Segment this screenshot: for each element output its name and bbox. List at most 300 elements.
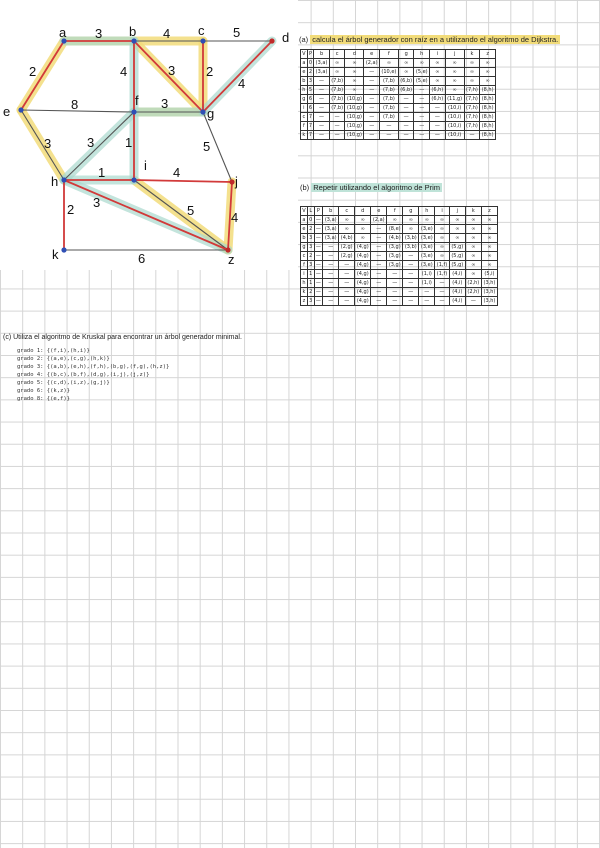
table-cell: — [329, 122, 345, 131]
table-cell: — [314, 113, 330, 122]
table-cell: — [387, 279, 403, 288]
table-cell: (7,b) [379, 104, 398, 113]
table-cell: (10,i) [445, 122, 464, 131]
table-cell: — [419, 297, 435, 306]
table-cell: (8,h) [481, 123, 494, 129]
table-cell: (3,e) [419, 261, 435, 270]
table-cell: (1,f) [435, 270, 450, 279]
table-cell: ∞ [481, 252, 497, 261]
table-cell: — [379, 122, 398, 131]
table-cell: (2,a) [365, 60, 378, 66]
vertex-d [269, 38, 274, 43]
table-cell: (6,h) [431, 96, 444, 102]
table-cell: — [403, 252, 419, 261]
table-row [301, 131, 496, 140]
table-cell: (1,i) [419, 270, 435, 279]
table-cell: — [315, 217, 321, 223]
table-cell: — [403, 297, 419, 306]
table-cell: 7 [308, 114, 313, 120]
table-cell: (3,b) [403, 243, 419, 252]
table-cell: (3,e) [419, 243, 435, 252]
table-cell: (4,b) [339, 234, 355, 243]
table-cell: 6 [308, 105, 313, 111]
table-cell: z [480, 50, 496, 59]
table-row [301, 95, 496, 104]
vertex-b [131, 38, 136, 43]
table-cell: — [323, 297, 339, 306]
vertex-label-k: k [52, 247, 59, 262]
table-cell: ∞ [329, 59, 345, 68]
table-cell: g [403, 207, 419, 216]
table-cell: — [364, 68, 380, 77]
table-cell: ∞ [464, 77, 480, 86]
kruskal-line: grado 4: {(b,c),(b,f),(d,g),(i,j),(j,z)} [17, 372, 150, 378]
table-cell: — [315, 280, 321, 286]
table-cell: ∞ [465, 243, 481, 252]
table-cell: e [302, 226, 306, 232]
table-cell: e [302, 69, 306, 75]
table-cell: (5,g) [449, 261, 465, 270]
part-a-label: (a) [299, 35, 309, 44]
tree-edge-ae [21, 41, 64, 110]
table-cell: 3 [309, 262, 313, 268]
table-cell: i [435, 207, 450, 216]
vertex-j [229, 179, 234, 184]
table-cell: — [314, 95, 330, 104]
table-cell: f [301, 261, 308, 270]
table-cell: (3,b) [403, 234, 419, 243]
table-cell: 7 [308, 132, 313, 138]
vertex-label-b: b [129, 24, 137, 39]
table-cell: (6,h) [431, 87, 444, 93]
table-cell: ∞ [403, 225, 419, 234]
table-cell: ∞ [465, 261, 481, 270]
table-cell: (3,e) [419, 225, 435, 234]
table-cell: — [315, 235, 321, 241]
weight-ef: 8 [71, 97, 79, 112]
table-cell: ∞ [481, 216, 497, 225]
table-cell: (7,b) [331, 78, 344, 84]
table-cell: — [314, 131, 330, 140]
table-cell: (4,b) [387, 234, 403, 243]
table-cell: (8,e) [387, 225, 403, 234]
vertex-i [131, 177, 136, 182]
table-cell: 0 [309, 217, 313, 223]
table-cell: — [414, 113, 430, 122]
table-cell: (7,b) [331, 105, 344, 111]
table-cell: — [435, 297, 450, 306]
table-cell: (7,b) [331, 96, 344, 102]
vertex-label-i: i [144, 158, 147, 173]
table-cell: (4,g) [355, 252, 371, 261]
table-cell: (7,b) [379, 77, 398, 86]
table-cell: (7,h) [466, 114, 478, 120]
table-cell: b [314, 50, 330, 59]
table-cell: ∞ [403, 216, 419, 225]
table-cell: — [398, 95, 414, 104]
part-c-heading [3, 334, 242, 341]
table-cell: — [371, 225, 387, 234]
table-cell: j [449, 207, 465, 216]
table-cell: ∞ [398, 68, 414, 77]
table-cell: — [339, 261, 355, 270]
table-cell: (2,a) [371, 216, 387, 225]
table-cell: ∞ [449, 225, 465, 234]
table-cell: — [329, 131, 345, 140]
weight-ij: 4 [173, 165, 181, 180]
table-cell: ∞ [445, 77, 464, 86]
table-cell: — [414, 104, 430, 113]
table-cell: ∞ [430, 68, 446, 77]
vertex-label-f: f [135, 93, 139, 108]
table-cell: ∞ [345, 68, 364, 77]
table-cell: — [315, 271, 321, 277]
table-cell: — [364, 104, 380, 113]
weight-fh: 3 [87, 135, 95, 150]
kruskal-line: grado 5: {(c,d),(i,z),(g,j)} [17, 380, 110, 386]
table-cell: i [430, 50, 446, 59]
table-cell: ∞ [481, 261, 497, 270]
table-cell: — [314, 86, 330, 95]
vertex-label-g: g [207, 106, 215, 121]
table-cell: ∞ [355, 234, 371, 243]
table-cell: a [302, 60, 306, 66]
table-cell: (2,g) [339, 252, 355, 261]
table-cell: — [315, 262, 321, 268]
table-cell: 2 [308, 69, 313, 75]
table-cell: (7,b) [331, 87, 344, 93]
table-cell: (4,g) [355, 288, 371, 297]
table-cell: — [419, 288, 435, 297]
table-row [301, 261, 498, 270]
table-cell: (5,e) [415, 78, 428, 84]
table-cell: 6 [308, 96, 313, 102]
table-cell: ∞ [480, 77, 496, 86]
vertex-k [61, 247, 66, 252]
table-cell: (10,g) [346, 114, 362, 120]
table-cell: (5,i) [481, 270, 497, 279]
table-cell: (3,a) [323, 216, 339, 225]
table-cell: k [302, 132, 306, 138]
table-cell: 2 [309, 226, 313, 232]
table-cell: — [398, 122, 414, 131]
table-cell: (7,h) [466, 87, 478, 93]
table-cell: ∞ [345, 86, 364, 95]
table-cell: 3 [309, 244, 313, 250]
vertex-label-h: h [51, 174, 59, 189]
kruskal-line: grado 1: {(f,i),(h,i)} [17, 348, 90, 354]
weight-iz: 5 [187, 203, 195, 218]
table-cell: — [371, 243, 387, 252]
table-cell: — [435, 288, 450, 297]
table-cell: 3 [309, 235, 313, 241]
vertex-h [61, 177, 66, 182]
table-cell: — [315, 289, 321, 295]
kruskal-line: grado 2: {(a,e),(c,g),(h,k)} [17, 356, 110, 362]
table-cell: — [464, 131, 480, 140]
table-cell: — [314, 77, 330, 86]
table-cell: ∞ [430, 59, 446, 68]
table-cell: (10,g) [346, 96, 362, 102]
table-cell: — [398, 104, 414, 113]
table-cell: (11,g) [447, 96, 463, 102]
table-row [301, 279, 498, 288]
table-cell: — [364, 122, 380, 131]
table-cell: (3,g) [387, 252, 403, 261]
vertex-label-e: e [3, 104, 11, 119]
table-cell: ∞ [435, 225, 450, 234]
table-cell: — [403, 288, 419, 297]
weight-hk: 2 [67, 202, 75, 217]
table-cell: ∞ [465, 225, 481, 234]
table-cell: — [403, 270, 419, 279]
table-cell: ∞ [449, 216, 465, 225]
table-cell: (3,h) [481, 297, 497, 306]
table-cell: — [387, 288, 403, 297]
table-cell: (10,g) [346, 105, 362, 111]
table-cell: ∞ [449, 234, 465, 243]
table-cell: — [379, 131, 398, 140]
table-cell: z [481, 207, 497, 216]
table-cell: i [301, 104, 308, 113]
table-cell: (10,i) [445, 113, 464, 122]
table-row [301, 77, 496, 86]
table-cell: — [414, 131, 430, 140]
table-cell: (4,g) [355, 261, 371, 270]
table-cell: (5,e) [415, 69, 428, 75]
table-cell: — [315, 244, 321, 250]
table-cell: ∞ [355, 216, 371, 225]
table-cell: (3,e) [419, 234, 435, 243]
table-cell: (3,g) [387, 243, 403, 252]
table-cell: (3,a) [323, 234, 339, 243]
table-cell: k [465, 207, 481, 216]
table-cell: (4,g) [355, 243, 371, 252]
weight-bg: 3 [168, 63, 176, 78]
table-cell: (3,h) [481, 288, 497, 297]
table-row [301, 252, 498, 261]
table-cell: (8,h) [481, 87, 494, 93]
table-cell: (4,i) [449, 297, 465, 306]
table-cell: h [414, 50, 430, 59]
table-cell: — [465, 297, 481, 306]
table-cell: — [403, 261, 419, 270]
table-cell: 2 [309, 289, 313, 295]
vertex-label-z: z [228, 252, 235, 267]
part-c-label: (c) [3, 334, 12, 341]
table-cell: c [339, 207, 355, 216]
table-cell: (7,b) [379, 86, 398, 95]
table-cell: (4,g) [355, 279, 371, 288]
table-cell: ∞ [345, 77, 364, 86]
table-cell: g [398, 50, 414, 59]
table-cell: — [414, 86, 430, 95]
table-cell: — [430, 122, 446, 131]
table-cell: — [430, 104, 446, 113]
table-cell: c [329, 50, 345, 59]
vertex-label-j: j [235, 174, 238, 189]
table-row [301, 113, 496, 122]
part-b-text: Repetir utilizando el algoritmo de Prim [313, 183, 440, 192]
graph-panel [0, 0, 298, 270]
table-cell: — [398, 131, 414, 140]
table-cell: ∞ [481, 225, 497, 234]
table-cell: c [301, 252, 308, 261]
table-cell: (3,a) [315, 69, 328, 75]
table-row [301, 243, 498, 252]
table-cell: h [419, 207, 435, 216]
table-cell: — [364, 77, 380, 86]
table-cell: (10,e) [381, 69, 397, 75]
table-cell: f [379, 50, 398, 59]
table-cell: — [387, 270, 403, 279]
table-cell: g [302, 96, 306, 102]
weight-ab: 3 [95, 26, 103, 41]
table-cell: 0 [308, 60, 313, 66]
weight-ae: 2 [29, 64, 37, 79]
table-cell: b [323, 207, 339, 216]
table-cell: P [309, 51, 313, 57]
table-cell: (10,i) [445, 104, 464, 113]
table-cell: (3,a) [323, 225, 339, 234]
table-cell: — [414, 122, 430, 131]
table-cell: 3 [309, 298, 313, 304]
table-row [301, 86, 496, 95]
vertex-label-a: a [59, 25, 67, 40]
tree-edge-ij [134, 180, 232, 182]
vertex-e [18, 107, 23, 112]
kruskal-list [17, 347, 242, 403]
edge-eh [21, 110, 64, 180]
table-cell: — [371, 270, 387, 279]
table-cell: f [387, 207, 403, 216]
table-cell: (1,i) [419, 279, 435, 288]
table-cell: ∞ [445, 68, 464, 77]
table-cell: (10,g) [346, 132, 362, 138]
table-cell: ∞ [464, 68, 480, 77]
table-header-row [301, 207, 498, 216]
table-cell: 1 [309, 280, 313, 286]
weight-kz: 6 [138, 251, 146, 266]
table-cell: a [302, 217, 306, 223]
table-cell: e [364, 50, 380, 59]
table-cell: (7,b) [379, 113, 398, 122]
table-cell: e [371, 207, 387, 216]
table-cell: j [445, 50, 464, 59]
table-cell: — [371, 261, 387, 270]
table-cell: ∞ [464, 59, 480, 68]
weight-jz: 4 [231, 210, 239, 225]
table-cell: (7,h) [466, 96, 478, 102]
table-cell: (3,e) [419, 252, 435, 261]
table-cell: (2,g) [339, 243, 355, 252]
table-cell: ∞ [329, 68, 345, 77]
table-cell: — [323, 243, 339, 252]
table-row [301, 225, 498, 234]
table-cell: ∞ [445, 59, 464, 68]
table-cell: ∞ [387, 216, 403, 225]
table-cell: h [302, 280, 306, 286]
table-cell: (10,i) [445, 131, 464, 140]
table-cell: ∞ [465, 252, 481, 261]
vertex-f [131, 109, 136, 114]
weight-hi: 1 [98, 165, 106, 180]
table-cell: (5,g) [449, 252, 465, 261]
table-cell: ∞ [480, 68, 496, 77]
table-cell: ∞ [414, 59, 430, 68]
dijkstra-table [300, 49, 496, 140]
table-row [301, 104, 496, 113]
kruskal-line: grado 8: {(e,f)} [17, 396, 70, 402]
table-row [301, 59, 496, 68]
kruskal-line: grado 3: {(a,b),(e,h),(f,h),(b,g),(f,g),(h,z)} [17, 364, 170, 370]
table-cell: 1 [309, 271, 313, 277]
table-cell: ∞ [339, 216, 355, 225]
table-cell: g [302, 244, 306, 250]
table-cell: — [430, 113, 446, 122]
table-cell: b [302, 78, 306, 84]
table-cell: — [315, 253, 321, 259]
table-cell: i [301, 270, 308, 279]
table-cell: — [323, 270, 339, 279]
table-cell: ∞ [480, 59, 496, 68]
table-cell: — [371, 297, 387, 306]
weight-cg: 2 [206, 64, 214, 79]
table-cell: ∞ [445, 86, 464, 95]
prim-table [300, 206, 498, 306]
weight-dg: 4 [238, 76, 246, 91]
table-cell: L [309, 208, 313, 214]
table-cell: ∞ [465, 234, 481, 243]
part-c-text: Utiliza el algoritmo de Kruskal para encontrar un árbol generador minimal. [13, 334, 242, 341]
table-cell: — [371, 279, 387, 288]
weight-fg: 3 [161, 96, 169, 111]
table-cell: — [323, 288, 339, 297]
vertex-g [200, 109, 205, 114]
table-cell: (8,h) [481, 96, 494, 102]
table-cell: — [414, 95, 430, 104]
part-b-label: (b) [300, 183, 310, 192]
table-cell: ∞ [481, 243, 497, 252]
table-cell: (5,g) [449, 243, 465, 252]
weight-eh: 3 [44, 136, 52, 151]
table-cell: — [364, 86, 380, 95]
table-cell: ∞ [435, 252, 450, 261]
table-cell: b [302, 235, 306, 241]
table-cell: ∞ [435, 234, 450, 243]
table-cell: f [301, 122, 308, 131]
table-cell: — [339, 270, 355, 279]
table-header-row [301, 50, 496, 59]
table-cell: (8,h) [481, 114, 494, 120]
table-row [301, 297, 498, 306]
table-cell: (7,h) [466, 123, 478, 129]
table-cell: d [345, 50, 364, 59]
table-cell: ∞ [345, 59, 364, 68]
table-cell: k [464, 50, 480, 59]
table-row [301, 288, 498, 297]
table-cell: (2,h) [465, 288, 481, 297]
table-cell: (8,h) [481, 132, 494, 138]
table-cell: — [314, 104, 330, 113]
table-cell: — [323, 279, 339, 288]
table-cell: — [364, 95, 380, 104]
table-row [301, 122, 496, 131]
part-b-heading [300, 183, 442, 192]
table-cell: — [339, 297, 355, 306]
table-cell: ∞ [430, 77, 446, 86]
table-cell: — [315, 298, 321, 304]
